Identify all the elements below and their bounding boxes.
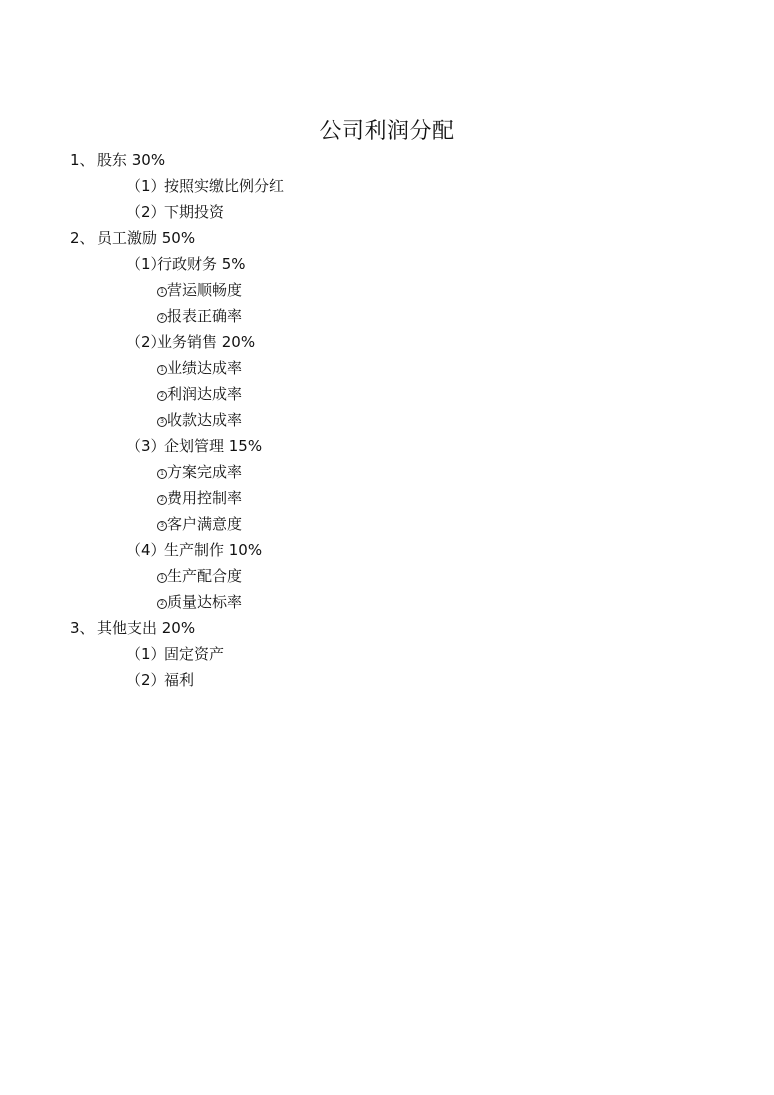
subitem-text: 生产制作 10%: [164, 541, 263, 559]
section-text: 其他支出 20%: [97, 619, 196, 637]
subitem-text: 企划管理 15%: [164, 437, 263, 455]
metric-item: [157, 280, 242, 300]
subitem-text: 业务销售 20%: [157, 333, 256, 351]
circled-number: 1: [157, 469, 167, 479]
metric-item: [157, 462, 242, 482]
subitem: [126, 176, 284, 196]
metric-text: 营运顺畅度: [167, 281, 243, 299]
subitem: [126, 670, 194, 690]
metric-item: [157, 488, 242, 508]
subitem-text: 按照实缴比例分红: [164, 177, 285, 195]
metric-text: 报表正确率: [167, 307, 243, 325]
subitem-number: （2）: [126, 671, 166, 689]
section-text: 员工激励 50%: [97, 229, 196, 247]
subitem: [126, 644, 224, 664]
subitem-text: 下期投资: [164, 203, 225, 221]
subitem-number: （2）: [126, 333, 166, 351]
circled-number: 2: [157, 391, 167, 401]
metric-text: 生产配合度: [167, 567, 243, 585]
section-number: 1、: [70, 151, 95, 169]
circled-number: 2: [157, 313, 167, 323]
subitem: [126, 254, 246, 274]
metric-item: [157, 384, 242, 404]
subitem: [126, 332, 255, 352]
circled-number: 3: [157, 521, 167, 531]
metric-text: 收款达成率: [167, 411, 243, 429]
circled-number: 3: [157, 417, 167, 427]
subitem: [126, 202, 224, 222]
document-title: 公司利润分配: [319, 119, 455, 144]
subitem-text: 行政财务 5%: [157, 255, 246, 273]
section-3: [70, 618, 195, 638]
subitem: [126, 540, 262, 560]
section-number: 3、: [70, 619, 95, 637]
subitem-text: 福利: [164, 671, 195, 689]
circled-number: 1: [157, 573, 167, 583]
metric-text: 业绩达成率: [167, 359, 243, 377]
section-text: 股东 30%: [97, 151, 166, 169]
subitem-text: 固定资产: [164, 645, 225, 663]
section-1: [70, 150, 165, 170]
subitem-number: （4）: [126, 541, 166, 559]
metric-item: [157, 410, 242, 430]
section-number: 2、: [70, 229, 95, 247]
subitem-number: （1）: [126, 645, 166, 663]
metric-item: [157, 306, 242, 326]
metric-item: [157, 566, 242, 586]
metric-item: [157, 592, 242, 612]
metric-text: 质量达标率: [167, 593, 243, 611]
subitem-number: （1）: [126, 177, 166, 195]
circled-number: 2: [157, 495, 167, 505]
metric-text: 方案完成率: [167, 463, 243, 481]
section-2: [70, 228, 195, 248]
circled-number: 2: [157, 599, 167, 609]
subitem-number: （3）: [126, 437, 166, 455]
subitem-number: （2）: [126, 203, 166, 221]
circled-number: 1: [157, 365, 167, 375]
metric-text: 利润达成率: [167, 385, 243, 403]
circled-number: 1: [157, 287, 167, 297]
metric-text: 客户满意度: [167, 515, 243, 533]
metric-item: [157, 358, 242, 378]
subitem: [126, 436, 262, 456]
metric-item: [157, 514, 242, 534]
metric-text: 费用控制率: [167, 489, 243, 507]
subitem-number: （1）: [126, 255, 166, 273]
